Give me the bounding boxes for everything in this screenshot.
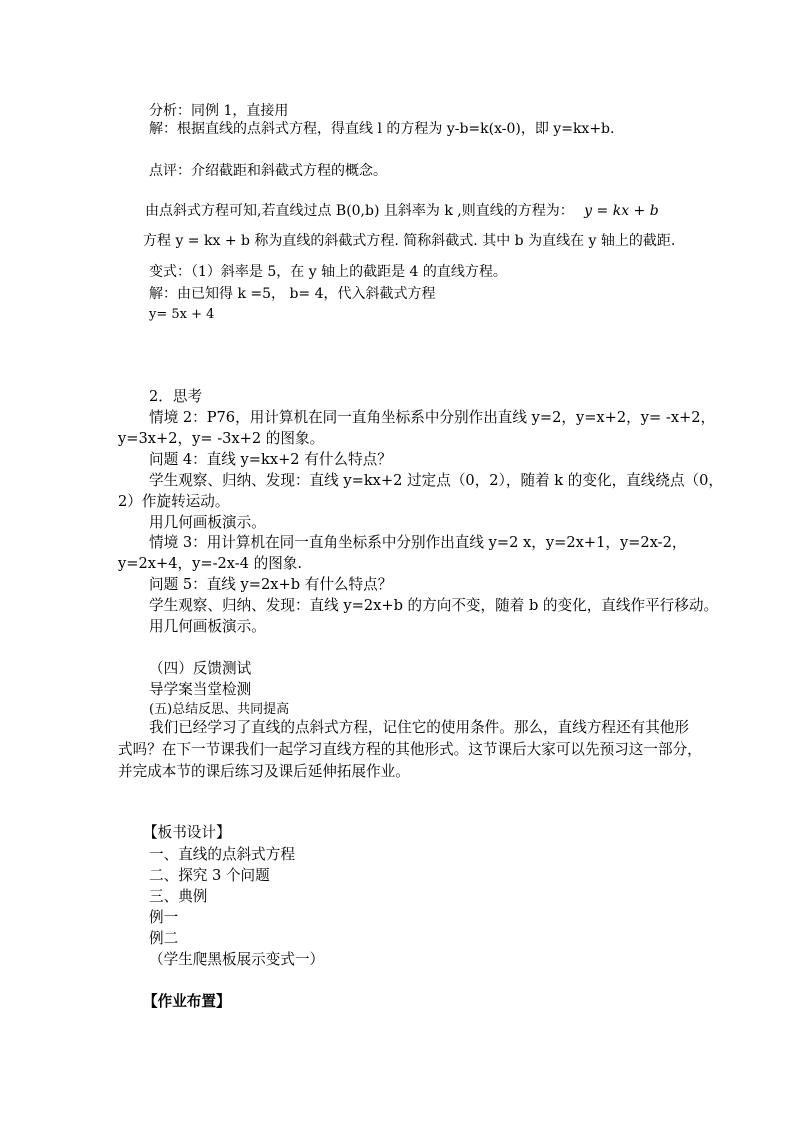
analysis-comment: 点评：介绍截距和斜截式方程的概念。 [149,163,387,179]
variant-answer: y= 5x + 4 [149,307,215,322]
observation-4-line-2: 2）作旋转运动。 [118,493,230,510]
observation-4-line-1: 学生观察、归纳、发现：直线 y=kx+2 过定点（0，2），随着 k 的变化，直线绕点（0， [149,472,724,489]
summary-para-line-1: 我们已经学习了直线的点斜式方程，记住它的使用条件。那么，直线方程还有其他形 [149,719,689,736]
analysis-line-2: 解：根据直线的点斜式方程，得直线 l 的方程为 y-b=k(x-0)，即 y=kx+b. [149,121,615,137]
summary-para-line-3: 并完成本节的课后练习及课后延伸拓展作业。 [118,763,410,780]
board-item: 一、直线的点斜式方程 [149,846,295,863]
observation-5: 学生观察、归纳、发现：直线 y=2x+b 的方向不变，随着 b 的变化，直线作平行移动。 [149,597,719,614]
question-5: 问题 5：直线 y=2x+b 有什么特点？ [149,576,393,593]
feedback-heading: （四）反馈测试 [149,660,252,677]
variant-question: 变式：（1）斜率是 5，在 y 轴上的截距是 4 的直线方程。 [149,264,507,280]
board-item: 例一 [149,909,179,926]
board-item: 二、探究 3 个问题 [149,867,270,884]
scenario-2-line-1: 情境 2：P76，用计算机在同一直角坐标系中分别作出直线 y=2，y=x+2，y= -x+2， [149,409,716,426]
scenario-3-line-1: 情境 3：用计算机在同一直角坐标系中分别作出直线 y=2 x，y=2x+1，y=2x-2， [149,534,687,551]
board-item: 三、典例 [149,888,208,905]
board-item: 例二 [149,930,179,947]
feedback-line-2: (五)总结反思、共同提高 [149,702,290,717]
scenario-3-line-2: y=2x+4，y=-2x-4 的图象. [118,555,303,572]
feedback-line-1: 导学案当堂检测 [149,681,252,698]
analysis-line-1: 分析：同例 1，直接用 [149,103,289,119]
scenario-2-line-2: y=3x+2，y= -3x+2 的图象。 [118,430,325,447]
board-item: （学生爬黑板展示变式一） [149,951,325,968]
summary-para-line-2: 式吗？在下一节课我们一起学习直线方程的其他形式。这节课后大家可以先预习这一部分， [118,741,702,758]
slope-intercept-intro-text: 由点斜式方程可知,若直线过点 B(0,b) 且斜率为 k ,则直线的方程为： [145,203,574,219]
homework-heading: 【作业布置】 [143,993,231,1010]
slope-intercept-definition: 方程 y = kx + b 称为直线的斜截式方程. 简称斜截式. 其中 b 为直线在 y 轴上的截距. [143,233,676,249]
question-4: 问题 4：直线 y=kx+2 有什么特点？ [149,451,392,468]
slope-intercept-formula: y = kx + b [584,203,659,219]
demo-1: 用几何画板演示。 [149,514,266,531]
thinking-heading: 2．思考 [149,388,203,405]
demo-2: 用几何画板演示。 [149,618,266,635]
variant-solution: 解：由已知得 k =5， b= 4，代入斜截式方程 [149,286,436,302]
slope-intercept-intro [145,202,659,220]
board-heading: 【板书设计】 [143,824,231,841]
